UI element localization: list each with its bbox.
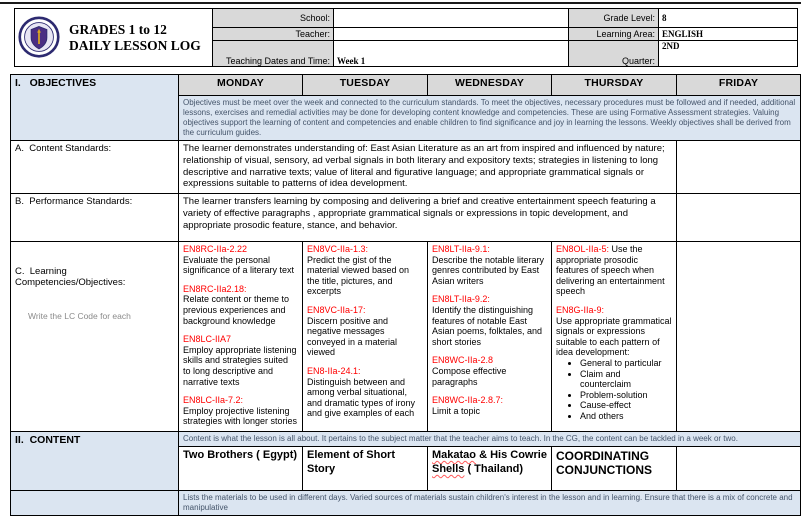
day-header-tuesday: TUESDAY (303, 75, 428, 96)
learning-area-field[interactable]: ENGLISH (659, 28, 798, 41)
content-wednesday-cell[interactable]: Makatao & His Cowrie Shells ( Thailand) (428, 447, 552, 491)
day-header-monday: MONDAY (179, 75, 303, 96)
school-field[interactable] (334, 9, 569, 28)
content-thursday-cell[interactable]: COORDINATING CONJUNCTIONS (552, 447, 677, 491)
content-note: Content is what the lesson is all about. It pertains to the subject matter that the teacher aims to teach. In the CG, the content can be tackled in a week or two. (179, 432, 801, 447)
objectives-note: Objectives must be meet over the week and connected to the curriculum standards. To meet the objectives, necessary procedures must be followed and if needed, additional lessons, exercises and remedial activities may be done for developing content knowledge and competencies. These are using Formative Assessment strategies. Valuing objectives support the learning of content and competencies and enable children to find significance and joy in learning the lessons. Weekly objectives shall be derived from the curriculum guides. (179, 96, 801, 141)
content-tuesday-cell[interactable]: Element of Short Story (303, 447, 428, 491)
competencies-label-cell (11, 242, 179, 432)
quarter-field[interactable]: 2ND (659, 41, 798, 67)
competencies-sublabel: Write the LC Code for each (28, 311, 131, 321)
competencies-thursday-cell[interactable]: EN8OL-IIa-5: Use the appropriate prosodic features of speech when delivering an entertainment speech EN8G-IIa-9: Use appropriate grammatical signals or expressions suitable to each pattern of idea development: • General to particular • Claim and counterclaim • Problem-solution • Cause-effect • And others (552, 242, 677, 432)
day-header-friday: FRIDAY (677, 75, 801, 96)
performance-standards-label: B. Performance Standards: (11, 194, 179, 242)
quarter-label: Quarter: (569, 41, 659, 67)
content-friday-cell[interactable] (677, 447, 801, 491)
day-header-wednesday: WEDNESDAY (428, 75, 552, 96)
document-title: GRADES 1 to 12 DAILY LESSON LOG (69, 21, 201, 53)
learning-resources-label-cell (11, 491, 179, 516)
section-content-label: II. CONTENT (11, 432, 179, 491)
learning-area-label: Learning Area: (569, 28, 659, 41)
header-table (14, 8, 798, 67)
competencies-monday-cell[interactable]: EN8RC-IIa-2.22 Evaluate the personal significance of a literary text EN8RC-IIa2.18: Relate content or theme to previous experiences and background knowledge EN8LC-IIA7 Employ appropriate listening skills and strategies suited to long descriptive and narrative texts EN8LC-IIa-7.2: Employ projective listening strategies with longer stories (179, 242, 303, 432)
performance-standards-text[interactable]: The learner transfers learning by composing and delivering a brief and creative entertainment speech featuring a variety of effective paragraphs , appropriate grammatical signals or expressions in topic development, and appropriate prosodic feature, stance, and behavior. (179, 194, 677, 242)
content-standards-label: A. Content Standards: (11, 141, 179, 194)
performance-standards-friday-cell[interactable] (677, 194, 801, 242)
page-border (0, 2, 801, 4)
day-header-thursday: THURSDAY (552, 75, 677, 96)
deped-seal-logo (18, 16, 60, 60)
competencies-label: C. Learning Competencies/Objectives: (15, 266, 126, 288)
section-objectives-label: I. OBJECTIVES (11, 75, 179, 141)
document-title-block (15, 9, 213, 67)
content-standards-friday-cell[interactable] (677, 141, 801, 194)
grade-level-label: Grade Level: (569, 9, 659, 28)
lesson-log-table (10, 74, 801, 516)
materials-note: Lists the materials to be used in different days. Varied sources of materials sustain children's interest in the lesson and in learning. Ensure that there is a mix of concrete and manipulative (179, 491, 801, 516)
school-label: School: (213, 9, 334, 28)
teacher-field[interactable] (334, 28, 569, 41)
content-monday-cell[interactable]: Two Brothers ( Egypt) (179, 447, 303, 491)
teacher-label: Teacher: (213, 28, 334, 41)
content-standards-text[interactable]: The learner demonstrates understanding of: East Asian Literature as an art from inspired and influenced by nature; relationship of visual, sensory, ad verbal signals in both literary and expository texts; strategies in listening to long descriptive and narrative texts; value of literal and figurative language; and appropriate grammatical signals or expressions suitable to patterns of idea development. (179, 141, 677, 194)
competencies-tuesday-cell[interactable]: EN8VC-IIa-1.3: Predict the gist of the material viewed based on the title, pictures, and excerpts EN8VC-IIa-17: Discern positive and negative messages conveyed in a material viewed EN8-IIa-24.1: Distinguish between and among verbal situational, and dramatic types of irony and give examples of each (303, 242, 428, 432)
dates-label: Teaching Dates and Time: (213, 41, 334, 67)
grade-level-field[interactable]: 8 (659, 9, 798, 28)
competencies-wednesday-cell[interactable]: EN8LT-IIa-9.1: Describe the notable literary genres contributed by East Asian writers EN8LT-IIa-9.2: Identify the distinguishing features of notable East Asian poems, folktales, and short stories EN8WC-IIa-2.8 Compose effective paragraphs EN8WC-IIa-2.8.7: Limit a topic (428, 242, 552, 432)
competencies-friday-cell[interactable] (677, 242, 801, 432)
idea-development-bullet-list: • General to particular • Claim and counterclaim • Problem-solution • Cause-effect • And others (556, 358, 672, 422)
dates-field[interactable]: Week 1 (334, 41, 569, 67)
